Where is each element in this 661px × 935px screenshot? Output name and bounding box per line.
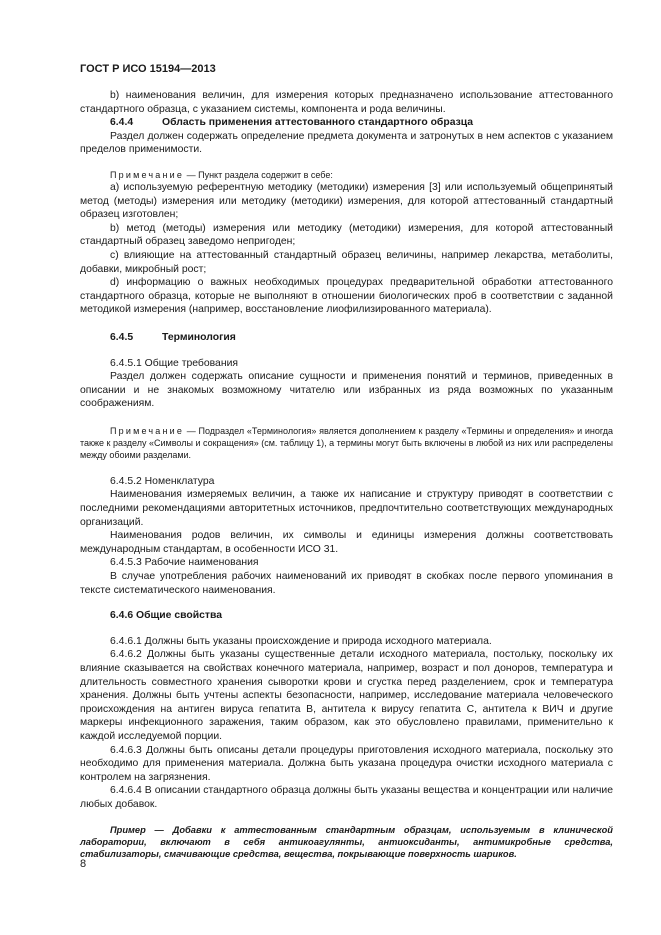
subsection-heading: 6.4.5.2 Номенклатура <box>110 475 215 487</box>
paragraph: 6.4.6.1 Должны быть указаны происхождение и природа исходного материала. <box>110 635 492 647</box>
note-item: c) влияющие на аттестованный стандартный образец величины, например лекарства, метаболиты, добавки, микробный рост; <box>80 249 613 275</box>
subsection-heading: 6.4.5.3 Рабочие наименования <box>110 557 259 569</box>
paragraph: Наименования родов величин, их символы и единицы измерения должны соответствовать международным стандартам, в особенности ИСО 31. <box>80 530 613 555</box>
paragraph: Наименования измеряемых величин, а также их написание и структуру приводят в соответствии с последними рекомендациями авторитетных источников, предпочтительно соответствующих международных организаций. <box>80 489 613 528</box>
note <box>80 169 613 181</box>
section-number: 6.4.5 <box>110 331 134 343</box>
paragraph: Раздел должен содержать описание сущности и применения понятий и терминов, приведенных в описании и не знакомых возможному читателю или избранных из ряда возможных по указанным соображениям. <box>80 371 613 410</box>
paragraph: Раздел должен содержать определение предмета документа и затронутых в нем аспектов с указанием пределов применимости. <box>80 130 613 156</box>
note-item: b) метод (методы) измерения или методику (методики) измерения, для которой аттестованный стандартный образец заведомо непригоден; <box>80 222 613 248</box>
section-number: 6.4.4 <box>110 117 134 129</box>
note-text: — Подраздел «Терминология» является дополнением к разделу «Термины и определения» и иногда также к разделу «Символы и сокращения» (см. таблицу 1), а термины могут быть включены в любой из них или распределены между обоими разделами. <box>80 425 613 460</box>
note-item: d) информацию о важных необходимых процедурах предварительной обработки аттестованного стандартного образца, которые не выполняют в отношении биологических проб в соответствии с заданной методикой измерения (например, восстановление лиофилизированного материала). <box>80 277 613 316</box>
paragraph: В случае употребления рабочих наименований их приводят в скобках после первого упоминания в тексте систематического наименования. <box>80 571 613 596</box>
section-heading-6-4-5 <box>80 331 613 345</box>
section-title: Терминология <box>162 331 236 343</box>
example: Пример — Добавки к аттестованным стандартным образцам, используемым в клинической лаборатории, включают в себя антикоагулянты, антиоксиданты, антимикробные средства, стабилизаторы, смачивающие средства, вещества, покрывающие поверхность шариков. <box>80 824 613 860</box>
paragraph: b) наименования величин, для измерения которых предназначено использование аттестованного стандартного образца, с указанием системы, компонента и рода величины. <box>80 90 613 115</box>
note-label: Примечание <box>110 425 185 436</box>
page-number: 8 <box>80 858 87 870</box>
section-title: Область применения аттестованного стандартного образца <box>162 117 474 129</box>
note-text: — Пункт раздела содержит в себе: <box>184 169 333 180</box>
note <box>80 425 613 461</box>
paragraph: 6.4.6.4 В описании стандартного образца должны быть указаны вещества и концентрации или наличие любых добавок. <box>80 785 613 810</box>
note-label: Примечание <box>110 169 185 180</box>
paragraph: 6.4.6.2 Должны быть указаны существенные детали исходного материала, постольку, поскольку их влияние сказывается на свойствах конечного материала, например, возраст и пол доноров, температура и длительность совместного хранения сыворотки крови и сгустка перед разделением, срок и температура хранения. Должны быть учтены аспекты безопасности, например, исследование материала человеческого происхождения на антиген вируса гепатита B, антитела к вирусу гепатита C, антитела к ВИЧ и другие маркеры инфекционного заражения, таким образом, как это обусловлено правилами, применительно к каждой исследуемой порции. <box>80 649 613 742</box>
document-body <box>80 89 613 861</box>
note-item: a) используемую референтную методику (методики) измерения [3] или используемый общепринятый метод (методы) измерения или методику (методики) измерения, для которой аттестованный стандартный образец изготовлен; <box>80 181 613 221</box>
subsection-heading: 6.4.5.1 Общие требования <box>110 357 238 369</box>
paragraph: 6.4.6.3 Должны быть описаны детали процедуры приготовления исходного материала, поскольку это необходимо для применения материала. Должна быть указана процедура очистки исходного материала с контролем на загрязнения. <box>80 744 613 783</box>
standard-header: ГОСТ Р ИСО 15194—2013 <box>80 63 216 75</box>
section-heading-6-4-6: 6.4.6 Общие свойства <box>110 610 222 622</box>
section-heading-6-4-4 <box>80 116 613 130</box>
